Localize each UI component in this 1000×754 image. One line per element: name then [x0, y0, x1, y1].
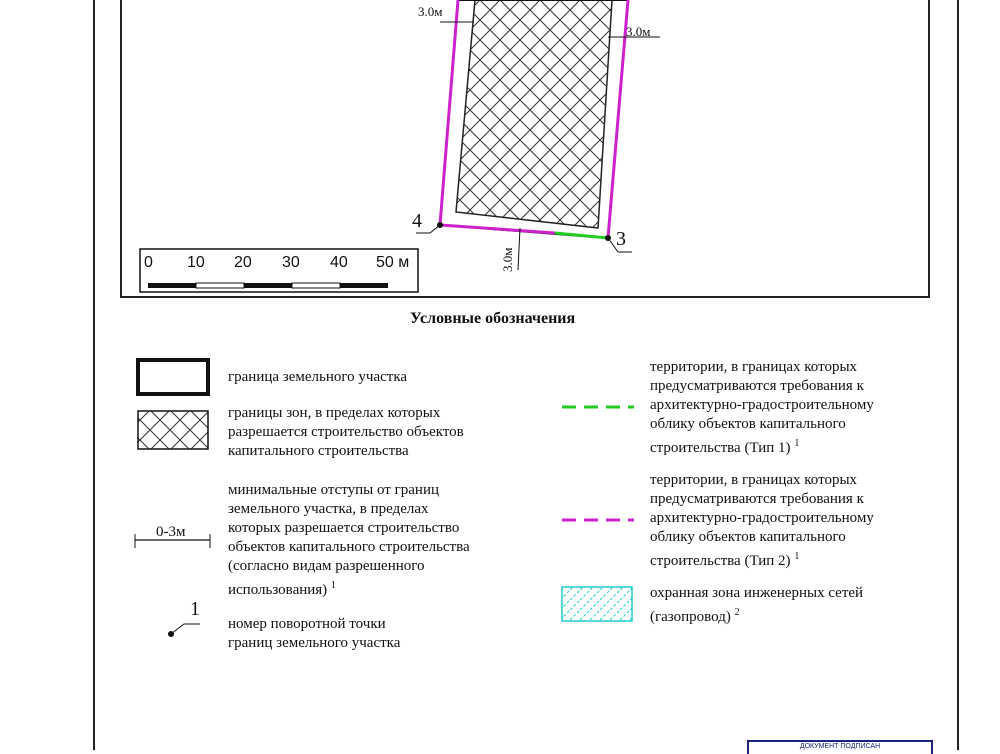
- legend-plot-boundary-text: граница земельного участка: [228, 369, 408, 385]
- setback-label-left: 3.0м: [418, 4, 443, 19]
- turn-point-3-label: 3: [616, 228, 626, 250]
- legend-type2-text: территории, в границах которых предусматриваются требования к архитектурно-градостроительному облику объектов капитального строительства (Тип 2) $^1$: [650, 472, 874, 569]
- legend-plot-boundary-sample: [138, 360, 208, 394]
- scale-tick-30: 30: [282, 254, 300, 271]
- legend-gas-zone-text: охранная зона инженерных сетей (газопровод) $^2$: [650, 585, 864, 625]
- construction-zone: [456, 0, 612, 228]
- scale-tick-40: 40: [330, 254, 348, 271]
- scale-tick-0: 0: [144, 254, 153, 271]
- signature-stamp: ДОКУМЕНТ ПОДПИСАН: [747, 740, 933, 754]
- turn-point-4-label: 4: [412, 210, 422, 232]
- legend-gas-zone-sample: [562, 587, 632, 621]
- legend-turn-point-sample-label: 1: [190, 598, 200, 620]
- scale-tick-50: 50 м: [376, 254, 410, 271]
- legend-construction-zone-sample: [138, 411, 208, 449]
- legend-setback-sample-label: 0-3м: [156, 524, 186, 540]
- legend-type1-text: территории, в границах которых предусматриваются требования к архитектурно-градостроительному облику объектов капитального строительства (Тип 1) $^1$: [650, 359, 874, 456]
- legend-setbacks-text: минимальные отступы от границ земельного участка, в пределах которых разрешается строительство объектов капитального строительства (согласно видам разрешенного использования) $^1$: [228, 482, 470, 598]
- legend-title: Условные обозначения: [410, 310, 576, 327]
- legend-turn-point-sample: [168, 624, 200, 637]
- setback-label-right: 3.0м: [626, 24, 651, 39]
- scale-tick-20: 20: [234, 254, 252, 271]
- scale-tick-10: 10: [187, 254, 205, 271]
- type2-boundary-right: [608, 0, 628, 238]
- legend-turn-point-text: номер поворотной точки границ земельного участка: [228, 616, 401, 651]
- legend-construction-zone-text: границы зон, в пределах которых разрешается строительство объектов капитального строительства: [228, 405, 464, 459]
- setback-label-bottom: 3.0м: [500, 247, 515, 272]
